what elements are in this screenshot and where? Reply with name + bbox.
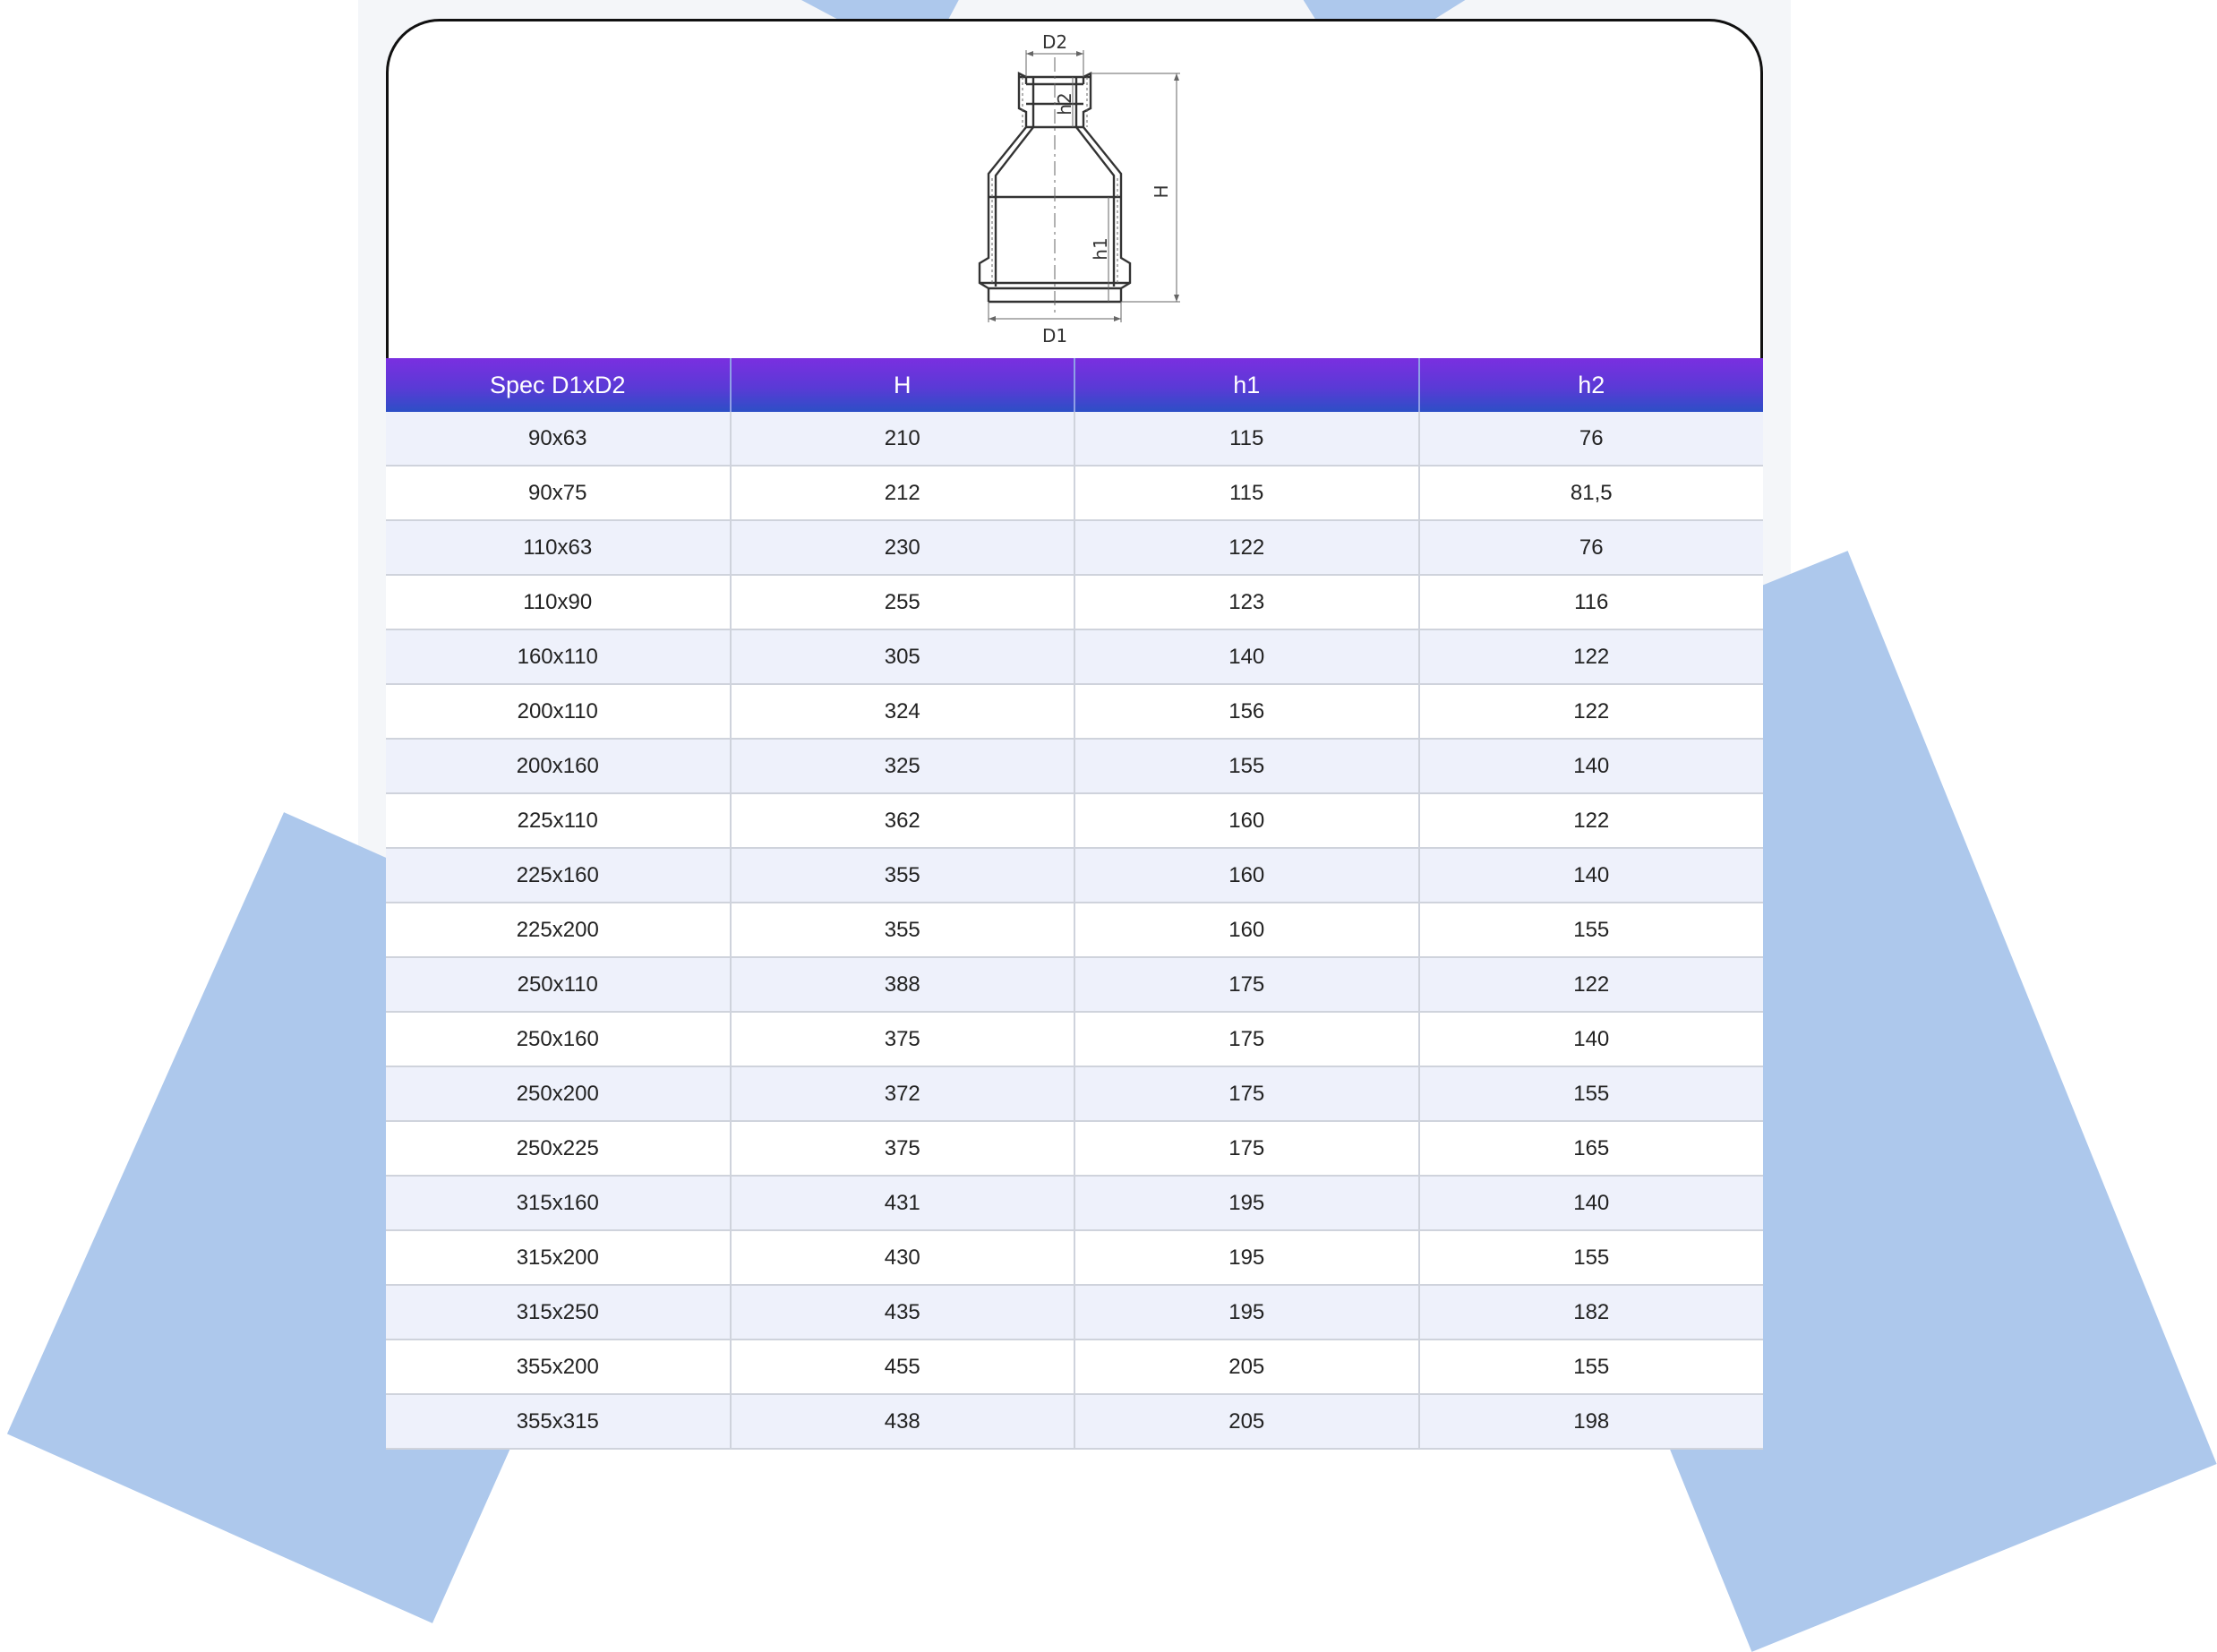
cell-h1: 115 xyxy=(1074,412,1419,466)
table-row xyxy=(386,684,1763,739)
cell-h: 431 xyxy=(731,1176,1075,1230)
cell-h: 210 xyxy=(731,412,1075,466)
table-row xyxy=(386,957,1763,1012)
reducer-fitting-drawing xyxy=(389,21,1766,358)
table-row xyxy=(386,412,1763,466)
cell-h2: 155 xyxy=(1419,1230,1764,1285)
cell-spec: 315x250 xyxy=(386,1285,731,1340)
cell-h2: 140 xyxy=(1419,848,1764,903)
cell-spec: 110x63 xyxy=(386,520,731,575)
label-d2: D2 xyxy=(1041,31,1068,53)
cell-h2: 155 xyxy=(1419,903,1764,957)
cell-spec: 250x160 xyxy=(386,1012,731,1066)
cell-h: 305 xyxy=(731,629,1075,684)
table-row xyxy=(386,466,1763,520)
cell-h1: 175 xyxy=(1074,1012,1419,1066)
cell-h2: 122 xyxy=(1419,684,1764,739)
cell-h2: 198 xyxy=(1419,1394,1764,1449)
label-h2: h2 xyxy=(1054,92,1075,116)
cell-spec: 250x110 xyxy=(386,957,731,1012)
table-row xyxy=(386,575,1763,629)
cell-h1: 122 xyxy=(1074,520,1419,575)
cell-h1: 123 xyxy=(1074,575,1419,629)
table-row xyxy=(386,1121,1763,1176)
cell-h1: 160 xyxy=(1074,793,1419,848)
label-h1: h1 xyxy=(1090,237,1111,261)
cell-h: 372 xyxy=(731,1066,1075,1121)
cell-spec: 225x200 xyxy=(386,903,731,957)
cell-h1: 175 xyxy=(1074,1121,1419,1176)
cell-h: 435 xyxy=(731,1285,1075,1340)
cell-h: 355 xyxy=(731,848,1075,903)
table-row xyxy=(386,1340,1763,1394)
cell-h: 324 xyxy=(731,684,1075,739)
cell-h: 375 xyxy=(731,1121,1075,1176)
cell-h2: 122 xyxy=(1419,957,1764,1012)
cell-h: 255 xyxy=(731,575,1075,629)
cell-h2: 182 xyxy=(1419,1285,1764,1340)
table-row xyxy=(386,1230,1763,1285)
cell-h2: 140 xyxy=(1419,1012,1764,1066)
cell-h2: 140 xyxy=(1419,739,1764,793)
cell-h: 362 xyxy=(731,793,1075,848)
cell-h1: 160 xyxy=(1074,903,1419,957)
technical-drawing xyxy=(389,21,1760,358)
spec-table xyxy=(386,358,1763,1450)
cell-h1: 160 xyxy=(1074,848,1419,903)
cell-h1: 205 xyxy=(1074,1394,1419,1449)
cell-h2: 155 xyxy=(1419,1340,1764,1394)
column-header-h2: h2 xyxy=(1419,358,1764,412)
cell-h2: 122 xyxy=(1419,793,1764,848)
table-row xyxy=(386,793,1763,848)
cell-spec: 225x160 xyxy=(386,848,731,903)
cell-h1: 156 xyxy=(1074,684,1419,739)
cell-h: 375 xyxy=(731,1012,1075,1066)
cell-spec: 315x160 xyxy=(386,1176,731,1230)
cell-spec: 110x90 xyxy=(386,575,731,629)
cell-h1: 195 xyxy=(1074,1285,1419,1340)
column-header-h: H xyxy=(731,358,1075,412)
cell-spec: 200x110 xyxy=(386,684,731,739)
cell-h1: 205 xyxy=(1074,1340,1419,1394)
column-header-spec: Spec D1xD2 xyxy=(386,358,731,412)
cell-spec: 90x75 xyxy=(386,466,731,520)
cell-spec: 355x200 xyxy=(386,1340,731,1394)
cell-h2: 140 xyxy=(1419,1176,1764,1230)
cell-h2: 122 xyxy=(1419,629,1764,684)
cell-h1: 175 xyxy=(1074,1066,1419,1121)
cell-h: 325 xyxy=(731,739,1075,793)
table-row xyxy=(386,848,1763,903)
cell-h2: 116 xyxy=(1419,575,1764,629)
table-row xyxy=(386,1285,1763,1340)
cell-spec: 90x63 xyxy=(386,412,731,466)
cell-h1: 115 xyxy=(1074,466,1419,520)
cell-spec: 250x225 xyxy=(386,1121,731,1176)
cell-h2: 165 xyxy=(1419,1121,1764,1176)
cell-h: 230 xyxy=(731,520,1075,575)
table-row xyxy=(386,520,1763,575)
cell-spec: 250x200 xyxy=(386,1066,731,1121)
cell-spec: 225x110 xyxy=(386,793,731,848)
table-row xyxy=(386,903,1763,957)
column-header-h1: h1 xyxy=(1074,358,1419,412)
cell-h: 355 xyxy=(731,903,1075,957)
cell-h1: 155 xyxy=(1074,739,1419,793)
table-row xyxy=(386,1176,1763,1230)
spec-card xyxy=(386,19,1763,1434)
table-row xyxy=(386,1012,1763,1066)
cell-h1: 195 xyxy=(1074,1230,1419,1285)
cell-h1: 175 xyxy=(1074,957,1419,1012)
label-h: H xyxy=(1151,184,1172,199)
cell-h: 212 xyxy=(731,466,1075,520)
cell-spec: 160x110 xyxy=(386,629,731,684)
cell-h2: 76 xyxy=(1419,412,1764,466)
cell-h: 438 xyxy=(731,1394,1075,1449)
cell-h2: 76 xyxy=(1419,520,1764,575)
cell-h: 455 xyxy=(731,1340,1075,1394)
cell-h: 388 xyxy=(731,957,1075,1012)
table-header-row xyxy=(386,358,1763,412)
cell-spec: 355x315 xyxy=(386,1394,731,1449)
cell-h1: 195 xyxy=(1074,1176,1419,1230)
cell-h: 430 xyxy=(731,1230,1075,1285)
table-row xyxy=(386,629,1763,684)
cell-h2: 81,5 xyxy=(1419,466,1764,520)
table-row xyxy=(386,1066,1763,1121)
table-row xyxy=(386,739,1763,793)
label-d1: D1 xyxy=(1041,325,1068,347)
cell-spec: 315x200 xyxy=(386,1230,731,1285)
table-row xyxy=(386,1394,1763,1449)
cell-h1: 140 xyxy=(1074,629,1419,684)
cell-spec: 200x160 xyxy=(386,739,731,793)
cell-h2: 155 xyxy=(1419,1066,1764,1121)
